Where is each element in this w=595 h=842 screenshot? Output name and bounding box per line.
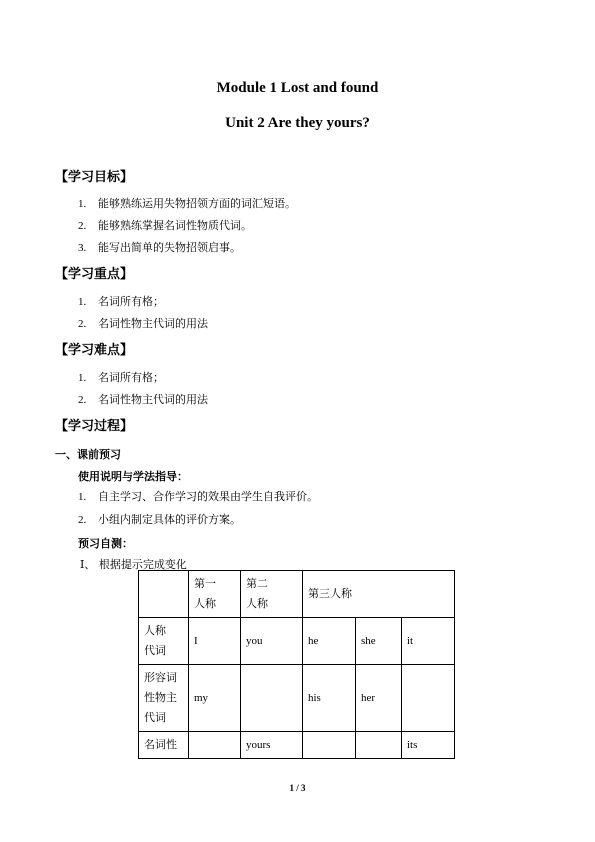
table-cell[interactable] <box>189 732 241 759</box>
row-label: 人称 代词 <box>139 618 189 665</box>
table-cell[interactable] <box>356 732 402 759</box>
self-test-label: 预习自测： <box>78 537 133 550</box>
key-point-item-2: 2. 名词性物主代词的用法 <box>78 317 208 330</box>
module-title: Module 1 Lost and found <box>216 80 379 96</box>
table-cell: he <box>303 618 356 665</box>
row-label: 形容词 性物主 代词 <box>139 665 189 732</box>
table-row <box>139 618 455 665</box>
table-row <box>139 665 455 732</box>
goals-heading: 【学习目标】 <box>55 170 134 185</box>
table-cell: her <box>356 665 402 732</box>
key-points-heading: 【学习重点】 <box>55 267 134 282</box>
table-cell: I <box>189 618 241 665</box>
table-cell: you <box>241 618 303 665</box>
table-cell: its <box>402 732 455 759</box>
table-cell: his <box>303 665 356 732</box>
table-header-row <box>139 571 455 618</box>
table-cell[interactable] <box>303 732 356 759</box>
table-row <box>139 732 455 759</box>
table-cell: it <box>402 618 455 665</box>
goal-item-3: 3. 能写出简单的失物招领启事。 <box>78 241 241 254</box>
table-cell[interactable]: my <box>189 665 241 732</box>
header-third-person: 第三人称 <box>303 571 455 618</box>
difficulty-item-2: 2. 名词性物主代词的用法 <box>78 393 208 406</box>
exercise-instruction: Ⅰ、 根据提示完成变化 <box>80 558 187 571</box>
process-heading: 【学习过程】 <box>55 419 134 434</box>
pronoun-table <box>138 570 455 759</box>
pre-study-heading: 一、课前预习 <box>55 448 121 461</box>
table-corner-cell <box>139 571 189 618</box>
goal-item-2: 2. 能够熟练掌握名词性物质代词。 <box>78 219 252 232</box>
header-second-person: 第二 人称 <box>241 571 303 618</box>
difficulty-item-1: 1. 名词所有格； <box>78 371 164 384</box>
table-cell[interactable] <box>402 665 455 732</box>
header-first-person: 第一 人称 <box>189 571 241 618</box>
page-number: 1 / 3 <box>289 783 306 793</box>
instruction-item-2: 2. 小组内制定具体的评价方案。 <box>78 513 241 526</box>
table-cell: yours <box>241 732 303 759</box>
difficulties-heading: 【学习难点】 <box>55 343 134 358</box>
instructions-label: 使用说明与学法指导： <box>78 470 188 483</box>
instruction-item-1: 1. 自主学习、合作学习的效果由学生自我评价。 <box>78 490 318 503</box>
table-cell: she <box>356 618 402 665</box>
table-cell[interactable] <box>241 665 303 732</box>
goal-item-1: 1. 能够熟练运用失物招领方面的词汇短语。 <box>78 197 296 210</box>
row-label: 名词性 <box>139 732 189 759</box>
unit-title: Unit 2 Are they yours? <box>225 115 370 131</box>
key-point-item-1: 1. 名词所有格； <box>78 295 164 308</box>
